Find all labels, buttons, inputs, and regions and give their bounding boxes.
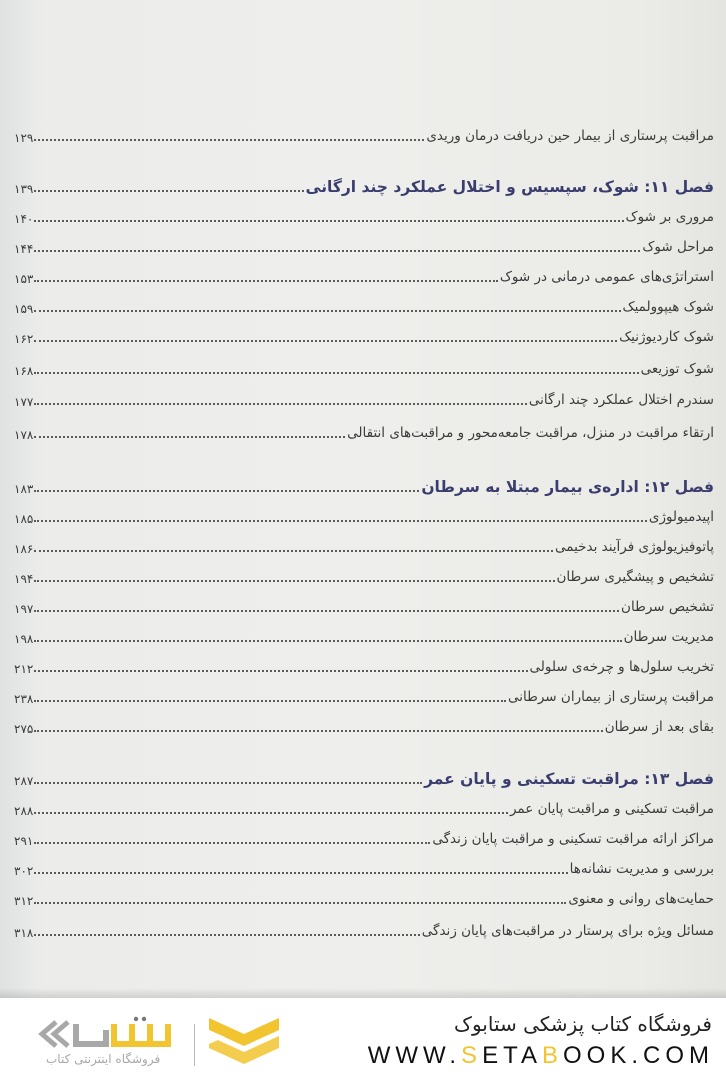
section-title: مراقبت پرستاری از بیمار حین دریافت درمان وریدی	[426, 128, 714, 144]
toc-entry-row	[14, 386, 714, 410]
section-title: مراحل شوک	[642, 239, 714, 255]
section-title: پاتوفیزیولوژی فرآیند بدخیمی	[555, 539, 714, 555]
toc-entry-row	[14, 263, 714, 287]
dot-leader	[34, 250, 640, 252]
dot-leader	[34, 280, 497, 282]
dot-leader	[34, 902, 566, 904]
page-number: ۲۸۷	[14, 774, 34, 788]
toc-entry-row	[14, 323, 714, 347]
page-number: ۱۸۶	[14, 542, 34, 556]
dot-leader	[34, 490, 419, 492]
section-title: بررسی و مدیریت نشانه‌ها	[569, 861, 714, 877]
dot-leader	[34, 372, 638, 374]
page-number: ۱۶۲	[14, 332, 34, 346]
section-title: مسائل ویژه برای پرستار در مراقبت‌های پایان زندگی	[421, 923, 714, 939]
section-title: حمایت‌های روانی و معنوی	[568, 891, 714, 907]
dot-leader	[34, 139, 424, 141]
toc-entry-row	[14, 593, 714, 617]
page-number: ۲۹۱	[14, 834, 34, 848]
page-number: ۱۹۴	[14, 572, 34, 586]
section-title: شوک هیپوولمیک	[622, 299, 714, 315]
dot-leader	[34, 340, 617, 342]
section-title: تخریب سلول‌ها و چرخه‌ی سلولی	[529, 659, 714, 675]
toc-entry-row	[14, 233, 714, 257]
toc-entry-row	[14, 563, 714, 587]
setabook-wordmark-icon	[36, 1016, 186, 1052]
chapter-title: فصل ۱۲: اداره‌ی بیمار مبتلا به سرطان	[421, 478, 714, 496]
dot-leader	[34, 872, 567, 874]
dot-leader	[34, 842, 430, 844]
logo-divider	[194, 1024, 195, 1066]
section-title: تشخیص سرطان	[621, 599, 714, 615]
url-part: OOK.COM	[562, 1042, 714, 1069]
logo-subtitle: فروشگاه اینترنتی کتاب	[46, 1052, 161, 1066]
toc-entry-row	[14, 683, 714, 707]
page-number: ۲۳۸	[14, 692, 34, 706]
toc-chapter-row	[14, 765, 714, 789]
toc-entry-row	[14, 293, 714, 317]
toc-entry-row	[14, 713, 714, 737]
chapter-title: فصل ۱۱: شوک، سپسیس و اختلال عملکرد چند ارگانی	[305, 178, 714, 196]
page-number: ۱۴۴	[14, 242, 34, 256]
toc-entry-row	[14, 122, 714, 146]
section-title: ارتقاء مراقبت در منزل، مراقبت جامعه‌محور و مراقبت‌های انتقالی	[347, 425, 714, 441]
toc-entry-row	[14, 825, 714, 849]
section-title: مراقبت تسکینی و مراقبت پایان عمر	[509, 801, 714, 817]
dot-leader	[34, 812, 508, 814]
page-number: ۱۴۰	[14, 212, 34, 226]
page-number: ۱۵۳	[14, 272, 34, 286]
dot-leader	[34, 610, 619, 612]
url-part: WWW.	[367, 1042, 462, 1069]
section-title: مدیریت سرطان	[623, 629, 714, 645]
page-number: ۲۷۵	[14, 722, 34, 736]
toc-chapter-row	[14, 173, 714, 197]
url-part: ETA	[482, 1042, 542, 1069]
page-number: ۱۵۹	[14, 302, 34, 316]
page-number: ۱۶۸	[14, 364, 34, 378]
toc-entry-row	[14, 419, 714, 443]
dot-leader	[34, 520, 647, 522]
url-highlight: B	[541, 1042, 563, 1069]
section-title: مراکز ارائه مراقبت تسکینی و مراقبت پایان زندگی	[432, 831, 714, 847]
store-name: فروشگاه کتاب پزشکی ستابوک	[454, 1012, 712, 1036]
section-title: سندرم اختلال عملکرد چند ارگانی	[528, 392, 714, 408]
section-title: شوک کاردیوژنیک	[619, 329, 714, 345]
toc-entry-row	[14, 355, 714, 379]
store-url-link[interactable]	[368, 1042, 714, 1070]
chapter-title: فصل ۱۳: مراقبت تسکینی و پایان عمر	[424, 770, 714, 788]
dot-leader	[34, 782, 422, 784]
page-number: ۱۹۷	[14, 602, 34, 616]
dot-leader	[34, 550, 553, 552]
toc-chapter-row	[14, 473, 714, 497]
section-title: تشخیص و پیشگیری سرطان	[556, 569, 714, 585]
dot-leader	[34, 730, 602, 732]
toc-entry-row	[14, 795, 714, 819]
page-number: ۳۱۲	[14, 894, 34, 908]
section-title: اپیدمیولوژی	[648, 509, 714, 525]
dot-leader	[34, 934, 419, 936]
toc-entry-row	[14, 855, 714, 879]
toc-entry-row	[14, 885, 714, 909]
section-title: شوک توزیعی	[640, 361, 714, 377]
page-number: ۱۳۹	[14, 182, 34, 196]
section-title: بقای بعد از سرطان	[604, 719, 714, 735]
url-highlight: S	[461, 1042, 483, 1069]
page-number: ۱۹۸	[14, 632, 34, 646]
page-number: ۱۷۷	[14, 395, 34, 409]
dot-leader	[34, 310, 620, 312]
dot-leader	[34, 220, 623, 222]
page-number: ۳۰۲	[14, 864, 34, 878]
dot-leader	[34, 700, 506, 702]
toc-entry-row	[14, 203, 714, 227]
toc-entry-row	[14, 917, 714, 941]
dot-leader	[34, 403, 527, 405]
page-number: ۲۱۲	[14, 662, 34, 676]
page-number: ۱۷۸	[14, 428, 34, 442]
dot-leader	[34, 436, 345, 438]
setabook-chevron-logo-icon	[205, 1014, 283, 1070]
section-title: استراتژی‌های عمومی درمانی در شوک	[499, 269, 714, 285]
store-banner	[0, 998, 726, 1080]
page-number: ۲۸۸	[14, 804, 34, 818]
dot-leader	[34, 670, 527, 672]
toc-entry-row	[14, 623, 714, 647]
page-number: ۱۲۹	[14, 131, 34, 145]
toc-entry-row	[14, 653, 714, 677]
page-number: ۱۸۵	[14, 512, 34, 526]
page-number: ۱۸۳	[14, 482, 34, 496]
dot-leader	[34, 640, 621, 642]
page-number: ۳۱۸	[14, 926, 34, 940]
dot-leader	[34, 190, 303, 192]
toc-entry-row	[14, 533, 714, 557]
dot-leader	[34, 580, 554, 582]
section-title: مروری بر شوک	[625, 209, 714, 225]
toc-entry-row	[14, 503, 714, 527]
section-title: مراقبت پرستاری از بیماران سرطانی	[507, 689, 714, 705]
